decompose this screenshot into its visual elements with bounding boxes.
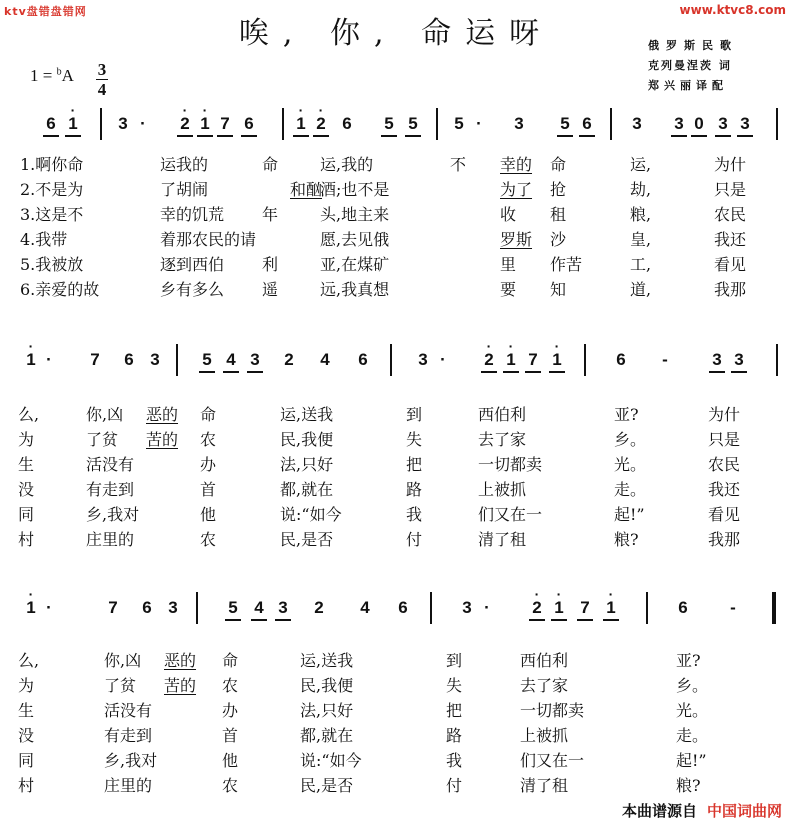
watermark-right: www.ktvc8.com [679,3,786,17]
lyric-syllables: 了胡闹 [160,180,209,199]
lyric-syllables: 清了租 [520,776,569,795]
lyric-syllables: 活没有 [86,455,135,474]
lyric-syllables: 光。 [676,701,709,720]
lyric-syllables: 年 [262,205,279,224]
lyric-syllables: 农 [222,676,239,695]
lyric-syllables: 付 [446,776,463,795]
lyric-syllables: 为 [18,676,35,695]
note: · 1 [292,114,310,134]
lyric-syllables: 粮? [676,776,701,795]
note: 3 [514,114,524,133]
note: 3 [730,350,748,370]
time-sig-bottom: 4 [97,80,107,99]
lyric-syllables: 运,我的 [320,155,374,174]
lyric-syllables: 乡有多么 [160,280,225,299]
lyric-syllables: 抢 [550,180,567,199]
lyric-syllables: 说:“如今 [280,505,342,524]
lyrics-line [0,477,760,502]
lyric-syllables: 民,是否 [280,530,334,549]
note: · 2 [312,114,330,134]
lyric-syllables: 么, [18,405,40,424]
bar-line [776,344,778,376]
lyric-syllables: 清了租 [478,530,527,549]
lyric-syllables: 知 [550,280,567,299]
lyric-syllables: 粮? [614,530,639,549]
lyric-syllables: 亚? [614,405,639,424]
lyrics-line [0,452,760,477]
note: 5 [556,114,574,134]
note: · 1 [502,350,520,370]
bar-line [176,344,178,376]
lyric-syllables: 遥 [262,280,279,299]
key-prefix: 1 = [30,66,57,85]
lyric-syllables: 路 [446,726,463,745]
note: · 1 [196,114,214,134]
bar-line [390,344,392,376]
lyric-syllables: 罗斯 [500,230,533,249]
lyric-syllables: 运,送我 [280,405,334,424]
lyric-syllables: 村 [18,776,35,795]
lyric-syllables: 村 [18,530,35,549]
lyrics-line [0,673,760,698]
lyrics-line [0,648,760,673]
lyric-syllables: 看见 [708,505,741,524]
lyric-syllables: 去了家 [478,430,527,449]
credit-lyricist: 克列曼涅茨 词 [648,59,732,72]
notation-row [0,108,792,144]
lyric-syllables: 头,地主来 [320,205,390,224]
note: 6 [42,114,60,134]
lyric-syllables: 只是 [714,180,747,199]
lyric-syllables: 他 [222,751,239,770]
note: 3 [670,114,688,134]
lyric-syllables: 走。 [676,726,709,745]
lyric-syllables: 和酗 [290,180,323,199]
lyric-syllables: 5.我被放 [20,255,84,274]
lyric-syllables: 6.亲爱的故 [20,280,100,299]
note: 6 [616,350,626,369]
lyric-syllables: 说:“如今 [300,751,362,770]
lyric-syllables: 愿,去见俄 [320,230,390,249]
bar-line [430,592,432,624]
note: 4 [222,350,240,370]
note: · 1 [64,114,82,134]
lyric-syllables: 我 [406,505,423,524]
lyric-syllables: 上被抓 [520,726,569,745]
lyric-syllables: 我还 [708,480,741,499]
lyric-syllables: 走。 [614,480,647,499]
bar-line [584,344,586,376]
lyric-syllables: 命 [262,155,279,174]
lyric-syllables: 农民 [714,205,747,224]
note: · [46,350,52,369]
lyric-syllables: 收 [500,205,517,224]
lyric-syllables: 起!” [676,751,707,770]
lyric-syllables: 把 [446,701,463,720]
lyric-syllables: 同 [18,505,35,524]
lyric-syllables: 幸的 [500,155,533,174]
note: 2 [284,350,294,369]
note: · 2 [176,114,194,134]
note: 6 [342,114,352,133]
lyric-syllables: 道, [630,280,652,299]
lyric-syllables: 失 [406,430,423,449]
lyric-syllables: 恶的 [146,405,179,424]
song-title: 唉, 你, 命运呀 [238,16,554,51]
bar-line [196,592,198,624]
lyric-syllables: 失 [446,676,463,695]
bar-line [100,108,102,140]
lyric-syllables: 远,我真想 [320,280,390,299]
lyric-syllables: 3.这是不 [20,205,84,224]
lyric-syllables: 办 [222,701,239,720]
lyric-syllables: 了贫 [104,676,137,695]
lyric-syllables: 运我的 [160,155,209,174]
note: 3 [632,114,642,133]
note: - [730,598,736,617]
lyric-syllables: 粮, [630,205,652,224]
lyric-syllables: 都,就在 [300,726,354,745]
lyric-syllables: 为什 [708,405,741,424]
lyrics-block [0,648,760,798]
note: 3 [246,350,264,370]
note: 5 [404,114,422,134]
source-site: 中国词曲网 [706,802,782,820]
lyric-syllables: 没 [18,726,35,745]
note: · 1 [602,598,620,618]
lyric-syllables: 为了 [500,180,533,199]
lyric-syllables: 光。 [614,455,647,474]
lyric-syllables: 法,只好 [300,701,354,720]
note: 7 [108,598,118,617]
notation-row [0,592,792,628]
lyrics-line [0,227,760,252]
note: 6 [240,114,258,134]
lyrics-line [0,527,760,552]
note: 4 [360,598,370,617]
lyric-syllables: 农民 [708,455,741,474]
lyrics-line [0,773,760,798]
note: · 1 [550,598,568,618]
lyrics-line [0,502,760,527]
lyric-syllables: 劫, [630,180,652,199]
bar-line [436,108,438,140]
note: · [476,114,482,133]
key-note: A [61,66,74,85]
lyric-syllables: 庄里的 [86,530,135,549]
lyric-syllables: 付 [406,530,423,549]
note: 5 [198,350,216,370]
note: - [662,350,668,369]
note: · [440,350,446,369]
lyric-syllables: 西伯利 [478,405,527,424]
note: · 2 [480,350,498,370]
note: 5 [380,114,398,134]
lyric-syllables: 亚? [676,651,701,670]
note: 4 [320,350,330,369]
source-credit [622,800,782,821]
note: 4 [250,598,268,618]
lyrics-line [0,202,760,227]
lyric-syllables: 里 [500,255,517,274]
lyric-syllables: 看见 [714,255,747,274]
watermark-left: ktv盘错盘错网 [4,5,87,18]
notation-row [0,344,792,380]
note: 3 [418,350,428,369]
lyric-syllables: 你,凶 [86,405,124,424]
lyric-syllables: 为 [18,430,35,449]
time-signature [96,60,108,99]
lyric-syllables: 乡。 [614,430,647,449]
bar-line [772,592,776,624]
lyric-syllables: 路 [406,480,423,499]
lyric-syllables: 到 [406,405,423,424]
lyric-syllables: 民,我便 [300,676,354,695]
lyric-syllables: 了贫 [86,430,119,449]
lyric-syllables: 1.啊你命 [20,155,84,174]
lyric-syllables: 首 [222,726,239,745]
note: 6 [678,598,688,617]
note: · 2 [528,598,546,618]
lyric-syllables: 我那 [708,530,741,549]
bar-line [610,108,612,140]
lyric-syllables: 都,就在 [280,480,334,499]
note: 7 [576,598,594,618]
lyric-syllables: 要 [500,280,517,299]
note: 3 [118,114,128,133]
lyric-syllables: 运, [630,155,652,174]
note: 6 [142,598,152,617]
lyric-syllables: 命 [200,405,217,424]
lyrics-line [0,402,760,427]
bar-line [282,108,284,140]
lyric-syllables: 活没有 [104,701,153,720]
note: 6 [578,114,596,134]
note: 3 [714,114,732,134]
lyric-syllables: 作苦 [550,255,583,274]
lyric-syllables: 有走到 [104,726,153,745]
note: · 1 [22,350,40,370]
lyric-syllables: 你,凶 [104,651,142,670]
lyric-syllables: 一切都卖 [478,455,543,474]
note: 7 [524,350,542,370]
note: · [484,598,490,617]
lyric-syllables: 酒;也不是 [320,180,390,199]
credit-origin: 俄罗斯民歌 [648,39,738,52]
lyric-syllables: 么, [18,651,40,670]
lyric-syllables: 上被抓 [478,480,527,499]
lyric-syllables: 乡。 [676,676,709,695]
lyric-syllables: 到 [446,651,463,670]
lyric-syllables: 起!” [614,505,645,524]
lyric-syllables: 一切都卖 [520,701,585,720]
lyric-syllables: 首 [200,480,217,499]
note: 3 [150,350,160,369]
lyric-syllables: 们又在一 [478,505,543,524]
lyric-syllables: 他 [200,505,217,524]
lyric-syllables: 庄里的 [104,776,153,795]
lyrics-line [0,698,760,723]
lyric-syllables: 西伯利 [520,651,569,670]
lyric-syllables: 利 [262,255,279,274]
lyric-syllables: 生 [18,455,35,474]
lyric-syllables: 乡,我对 [86,505,140,524]
lyric-syllables: 逐到西伯 [160,255,225,274]
lyric-syllables: 皇, [630,230,652,249]
lyrics-block [0,402,760,552]
lyric-syllables: 去了家 [520,676,569,695]
lyric-syllables: 没 [18,480,35,499]
lyric-syllables: 工, [630,255,652,274]
note: 5 [224,598,242,618]
credits [648,36,738,96]
note: 7 [216,114,234,134]
bar-line [776,108,778,140]
lyric-syllables: 4.我带 [20,230,68,249]
note: · 1 [548,350,566,370]
time-sig-top: 3 [97,60,107,79]
note: 7 [90,350,100,369]
lyrics-line [0,723,760,748]
lyric-syllables: 苦的 [146,430,179,449]
lyric-syllables: 苦的 [164,676,197,695]
lyrics-block [0,152,760,302]
lyric-syllables: 2.不是为 [20,180,84,199]
note: 6 [398,598,408,617]
lyric-syllables: 农 [200,430,217,449]
lyric-syllables: 着那农民的请 [160,230,257,249]
note: 0 [690,114,708,134]
lyric-syllables: 命 [222,651,239,670]
note: 2 [314,598,324,617]
lyric-syllables: 有走到 [86,480,135,499]
source-label: 本曲谱源自 [621,802,697,820]
lyric-syllables: 亚,在煤矿 [320,255,390,274]
note: 3 [168,598,178,617]
lyric-syllables: 生 [18,701,35,720]
lyrics-line [0,152,760,177]
lyric-syllables: 们又在一 [520,751,585,770]
credit-translator: 郑兴丽译配 [648,79,728,92]
lyric-syllables: 不 [450,155,467,174]
lyric-syllables: 民,我便 [280,430,334,449]
lyrics-line [0,177,760,202]
lyric-syllables: 把 [406,455,423,474]
lyric-syllables: 法,只好 [280,455,334,474]
note: 6 [124,350,134,369]
note: 5 [454,114,464,133]
key-flat: b [56,66,62,78]
lyric-syllables: 运,送我 [300,651,354,670]
note: 6 [358,350,368,369]
note: 3 [708,350,726,370]
key-signature [30,66,74,86]
lyric-syllables: 农 [200,530,217,549]
lyric-syllables: 命 [550,155,567,174]
lyric-syllables: 只是 [708,430,741,449]
lyric-syllables: 民,是否 [300,776,354,795]
lyric-syllables: 幸的饥荒 [160,205,225,224]
note: · [46,598,52,617]
lyric-syllables: 办 [200,455,217,474]
lyrics-line [0,427,760,452]
note: · [140,114,146,133]
lyric-syllables: 为什 [714,155,747,174]
lyric-syllables: 我还 [714,230,747,249]
lyric-syllables: 农 [222,776,239,795]
note: · 1 [22,598,40,618]
lyric-syllables: 同 [18,751,35,770]
lyric-syllables: 我 [446,751,463,770]
lyric-syllables: 恶的 [164,651,197,670]
lyric-syllables: 我那 [714,280,747,299]
lyric-syllables: 乡,我对 [104,751,158,770]
lyrics-line [0,252,760,277]
lyric-syllables: 租 [550,205,567,224]
note: 3 [736,114,754,134]
lyric-syllables: 沙 [550,230,567,249]
bar-line [646,592,648,624]
lyrics-line [0,748,760,773]
note: 3 [462,598,472,617]
lyrics-line [0,277,760,302]
note: 3 [274,598,292,618]
